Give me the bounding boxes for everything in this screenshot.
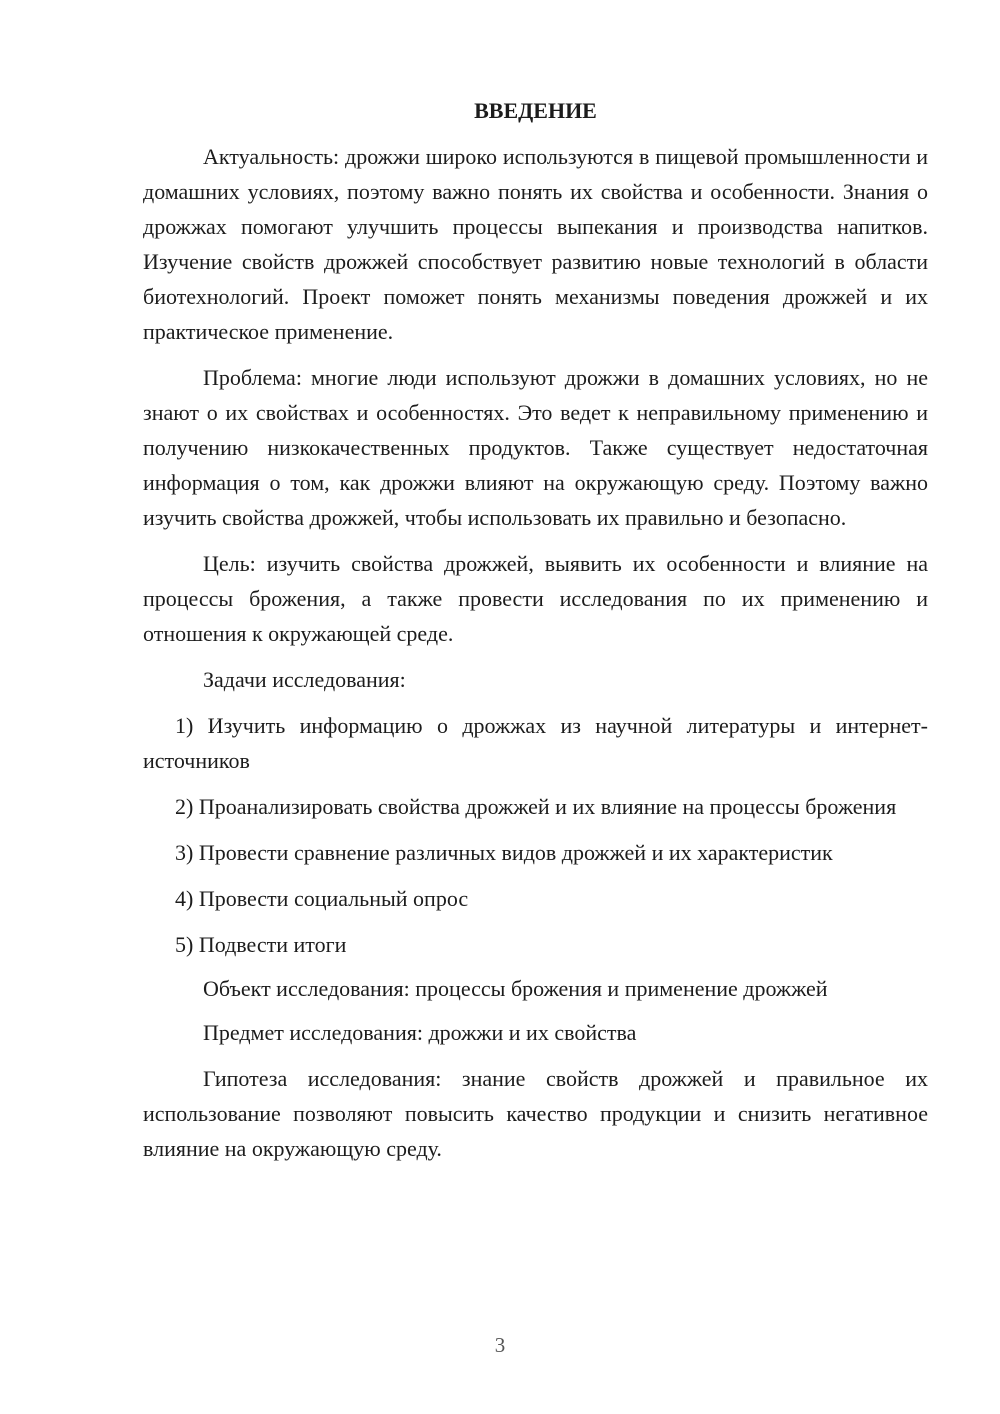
task-item: 4) Провести социальный опрос bbox=[175, 886, 469, 911]
relevance-paragraph: Актуальность: дрожжи широко используются в пищевой промышленности и домашних условиях, поэтому важно понять их свойства и особенности. Знания о дрожжах помогают улучшить процессы выпекания и производства напитков. Изучение свойств дрожжей способствует развитию новые технологий в области биотехнологий. Проект поможет понять механизмы поведения дрожжей и их практическое применение. bbox=[143, 144, 928, 344]
hypothesis-paragraph: Гипотеза исследования: знание свойств дрожжей и правильное их использование позволяют повысить качество продукции и снизить негативное влияние на окружающую среду. bbox=[143, 1066, 928, 1161]
goal-paragraph: Цель: изучить свойства дрожжей, выявить их особенности и влияние на процессы брожения, а также провести исследования по их применению и отношения к окружающей среде. bbox=[143, 551, 928, 646]
task-item: 5) Подвести итоги bbox=[175, 932, 347, 957]
page-content bbox=[143, 97, 928, 1166]
problem-paragraph: Проблема: многие люди используют дрожжи в домашних условиях, но не знают о их свойствах и особенностях. Это ведет к неправильному применению и получению низкокачественных продуктов. Также существует недостаточная информация о том, как дрожжи влияют на окружающую среду. Поэтому важно изучить свойства дрожжей, чтобы использовать их правильно и безопасно. bbox=[143, 365, 928, 530]
task-item: 2) Проанализировать свойства дрожжей и их влияние на процессы брожения bbox=[175, 794, 897, 819]
tasks-heading: Задачи исследования: bbox=[203, 667, 406, 692]
object-paragraph: Объект исследования: процессы брожения и применение дрожжей bbox=[203, 976, 828, 1001]
page-title: ВВЕДЕНИЕ bbox=[474, 98, 597, 123]
task-item: 3) Провести сравнение различных видов дрожжей и их характеристик bbox=[175, 840, 833, 865]
task-item: 1) Изучить информацию о дрожжах из научной литературы и интернет-источников bbox=[143, 713, 928, 773]
page-number: 3 bbox=[494, 1333, 506, 1357]
subject-paragraph: Предмет исследования: дрожжи и их свойства bbox=[203, 1020, 637, 1045]
